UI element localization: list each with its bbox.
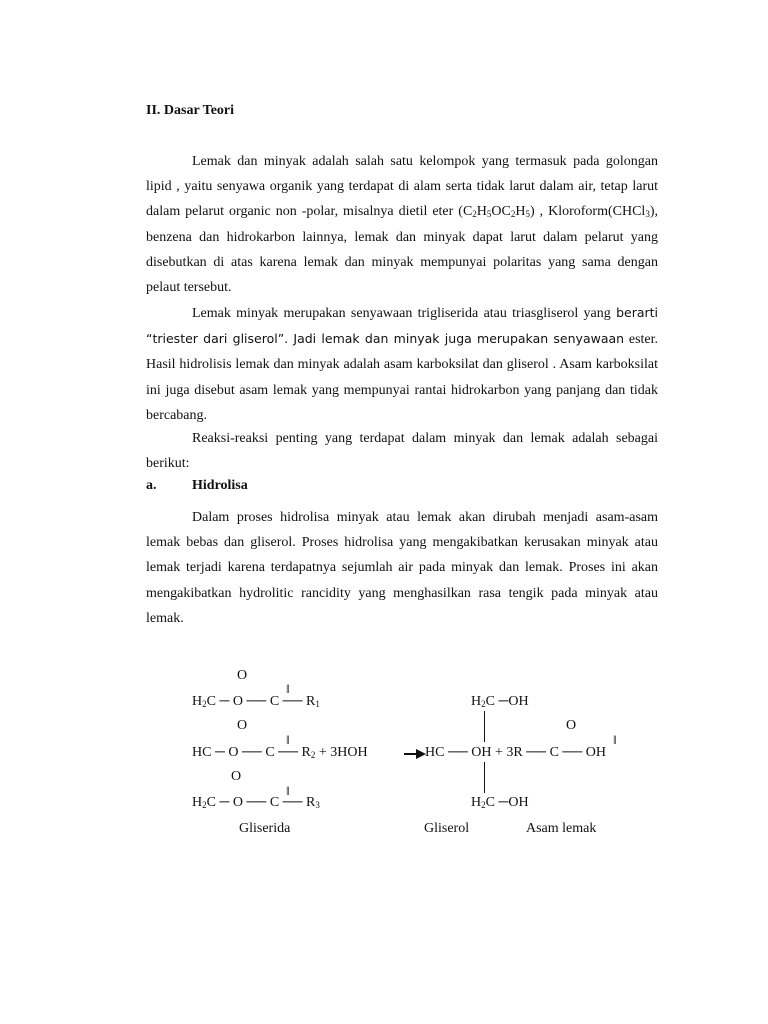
glycerol-bond-bottom [484,762,485,793]
section-title: II. Dasar Teori [146,103,235,118]
carbonyl-oxygen-1: O [237,668,248,683]
double-bond-2: ‖ [286,732,290,747]
glycerol-bond-top [484,711,485,742]
paragraph-2: Lemak minyak merupakan senyawaan trigliserida atau triasgliserol yang berarti “triester dari gliserol”. Jadi lemak dan minyak juga merupakan senyawaan ester. Hasil hidrolisis lemak dan minyak adalah asam karboksilat dan gliserol . Asam karboksilat ini juga disebut asam lemak yang mempunyai rantai hidrokarbon yang panjang dan tidak bercabang. [146,305,659,423]
acid-double-bond: ‖ [613,732,617,747]
carbonyl-oxygen-2: O [237,718,248,733]
paragraph-4: Dalam proses hidrolisa minyak atau lemak akan dirubah menjadi asam-asam lemak bebas dan gliserol. Proses hidrolisa yang mengakibatkan kerusakan minyak atau lemak terjadi karena terdapatnya sejumlah air pada minyak dan lemak. Proses ini akan mengakibatkan hydrolitic rancidity yang menghasilkan rasa tengik pada minyak atau lemak. [146,510,658,626]
reaction-arrow-icon [404,748,426,760]
glyceride-row-2: HC ─ O ── C ── $R_2 + 3HOH$ [192,745,368,760]
label-asam-lemak: Asam lemak [526,821,597,836]
label-gliserol: Gliserol [424,821,470,836]
glycerol-bottom: $H_2C$ ─OH [471,795,529,810]
paragraph-1: Lemak dan minyak adalah salah satu kelompok yang termasuk pada golongan lipid , yaitu senyawa organik yang terdapat di alam serta tidak larut dalam air, tetap larut dalam pelarut organic non -polar, misalnya dietil eter $(C_2H_5OC_2H_5)$ , Kloroform(CHCl$_3$), benzena dan hidrokarbon lainnya, lemak dan minyak dapat larut dalam pelarut yang disebutkan di atas karena lemak dan minyak mempunyai polaritas yang sama dengan pelaut tersebut. [146,154,658,296]
subsection-letter: a. [146,478,157,493]
glycerol-top: $H_2C$ ─OH [471,694,529,709]
double-bond-1: ‖ [286,681,290,696]
paragraph-3: Reaksi-reaksi penting yang terdapat dalam minyak dan lemak adalah sebagai berikut: [146,431,658,472]
acid-carbonyl-oxygen: O [566,718,577,733]
subsection-title: Hidrolisa [192,478,248,493]
glyceride-row-1: $H_2C$ ─ O ── C ── $R_1$ [192,694,320,709]
products-row-2: HC ── OH + 3R ── C ── OH [425,745,606,760]
double-bond-3: ‖ [286,783,290,798]
glyceride-row-3: $H_2C$ ─ O ── C ── $R_3$ [192,795,320,810]
carbonyl-oxygen-3: O [231,769,242,784]
label-gliserida: Gliserida [239,821,291,836]
